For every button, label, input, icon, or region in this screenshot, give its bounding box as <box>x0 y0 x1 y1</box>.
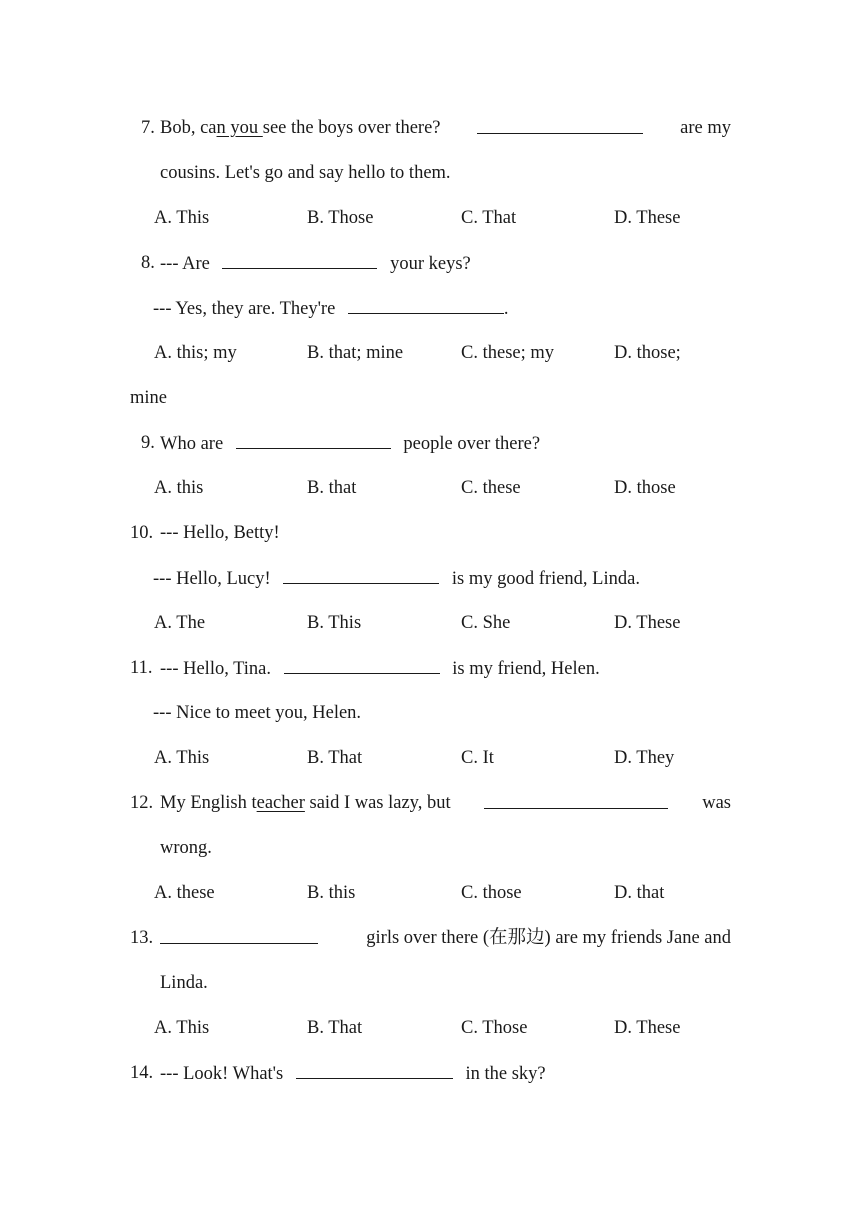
question-7-number: 7. <box>141 118 155 138</box>
question-13-number: 13. <box>130 928 154 948</box>
question-11-number: 11. <box>130 658 153 678</box>
answer-blank-7[interactable] <box>477 117 643 134</box>
question-12-number: 12. <box>130 793 154 813</box>
question-11-line-1: --- Hello, Tina. is my friend, Helen. <box>160 659 600 679</box>
answer-blank-11[interactable] <box>284 657 440 674</box>
answer-blank-12[interactable] <box>484 792 668 809</box>
question-12-line-1: My English teacher said I was lazy, but was <box>160 793 731 813</box>
question-10-line-1: --- Hello, Betty! <box>160 523 280 543</box>
question-13-line-1: girls over there (在那边) are my friends Jane and <box>160 927 731 949</box>
q9-option-a: A. this <box>154 478 204 498</box>
q10-option-d: D. These <box>614 613 681 633</box>
answer-blank-13[interactable] <box>160 927 318 944</box>
q10-option-a: A. The <box>154 613 206 633</box>
q8-option-c: C. these; my <box>461 343 555 363</box>
q7-option-b: B. Those <box>307 208 374 228</box>
q7-option-d: D. These <box>614 208 681 228</box>
q8-option-a: A. this; my <box>154 343 237 363</box>
q8-option-d: D. those; <box>614 343 681 363</box>
question-12-line-2: wrong. <box>160 838 212 858</box>
answer-blank-8b[interactable] <box>348 297 504 314</box>
question-13-line-2: Linda. <box>160 973 208 993</box>
answer-blank-10[interactable] <box>283 567 439 584</box>
question-9-line-1: Who are people over there? <box>160 434 541 454</box>
question-14-number: 14. <box>130 1063 154 1083</box>
q12-option-d: D. that <box>614 883 665 903</box>
question-7-line-1: Bob, can you see the boys over there? are my <box>160 118 731 138</box>
question-8-line-1: --- Are your keys? <box>160 254 471 274</box>
q13-option-a: A. This <box>154 1018 210 1038</box>
answer-blank-9[interactable] <box>236 432 391 449</box>
q10-option-c: C. She <box>461 613 511 633</box>
q11-option-b: B. That <box>307 748 363 768</box>
question-10-line-2: --- Hello, Lucy! is my good friend, Linda. <box>153 569 640 589</box>
answer-blank-8a[interactable] <box>222 252 377 269</box>
q9-option-b: B. that <box>307 478 357 498</box>
question-8-number: 8. <box>141 253 155 273</box>
underlined-text: n you <box>216 118 263 138</box>
q13-option-c: C. Those <box>461 1018 528 1038</box>
q11-option-d: D. They <box>614 748 675 768</box>
q7-option-a: A. This <box>154 208 210 228</box>
q13-option-b: B. That <box>307 1018 363 1038</box>
q9-option-c: C. these <box>461 478 521 498</box>
q13-option-d: D. These <box>614 1018 681 1038</box>
question-7-line-2: cousins. Let's go and say hello to them. <box>160 163 451 183</box>
q9-option-d: D. those <box>614 478 676 498</box>
question-14-line-1: --- Look! What's in the sky? <box>160 1064 546 1084</box>
q11-option-a: A. This <box>154 748 210 768</box>
q7-option-c: C. That <box>461 208 517 228</box>
question-9-number: 9. <box>141 433 155 453</box>
q8-option-b: B. that; mine <box>307 343 404 363</box>
question-10-number: 10. <box>130 523 154 543</box>
question-11-line-2: --- Nice to meet you, Helen. <box>153 703 362 723</box>
q8-option-d-wrap: mine <box>130 388 167 408</box>
q12-option-a: A. these <box>154 883 215 903</box>
underlined-text: eacher <box>256 793 305 813</box>
q12-option-b: B. this <box>307 883 356 903</box>
q11-option-c: C. It <box>461 748 494 768</box>
q12-option-c: C. those <box>461 883 522 903</box>
question-8-line-2: --- Yes, they are. They're . <box>153 299 509 319</box>
q10-option-b: B. This <box>307 613 362 633</box>
answer-blank-14[interactable] <box>296 1062 453 1079</box>
